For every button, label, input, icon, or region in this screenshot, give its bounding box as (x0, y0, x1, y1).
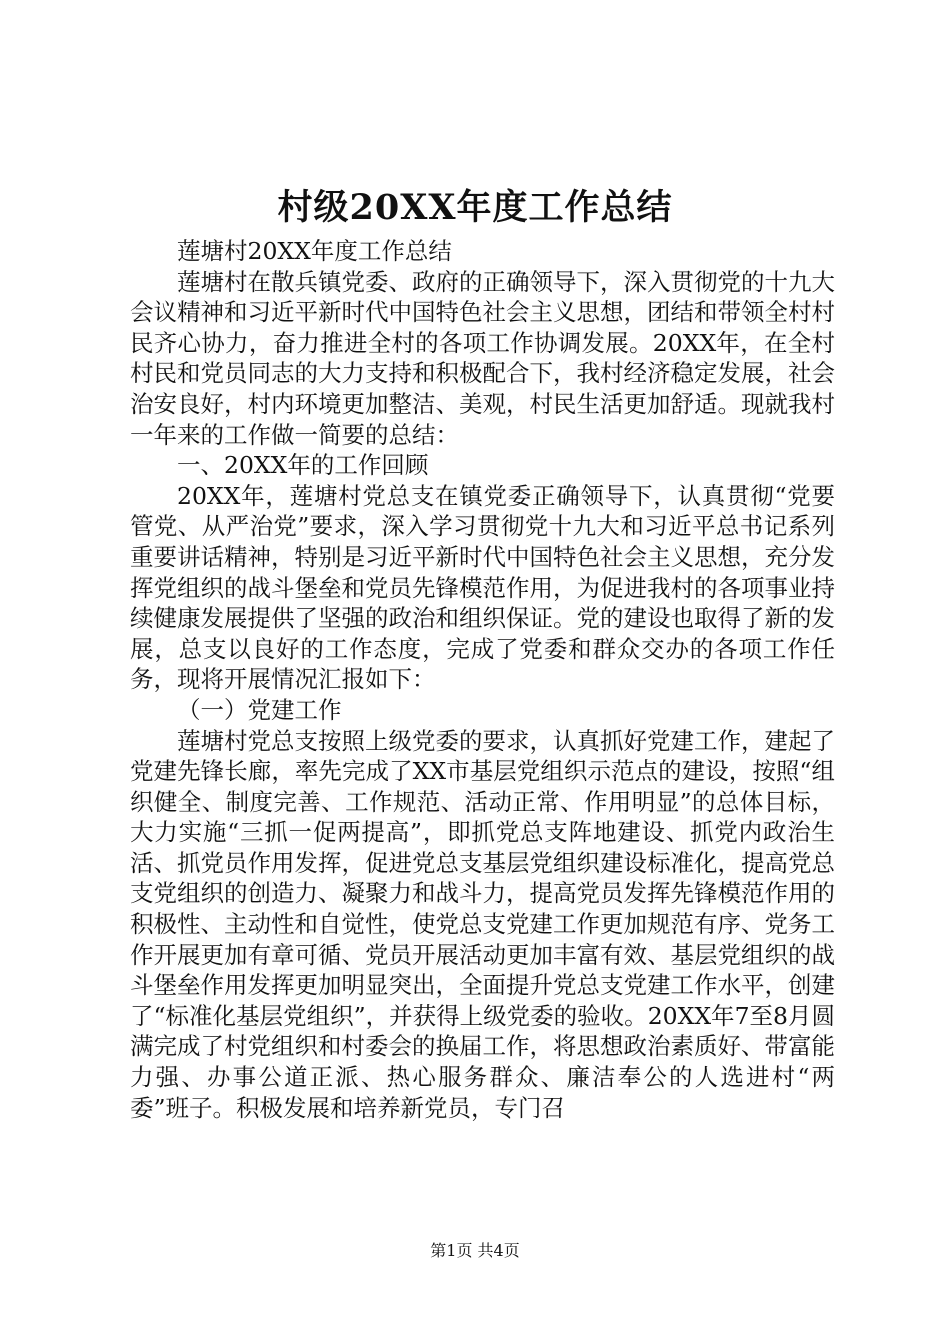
review-paragraph: 20XX年，莲塘村党总支在镇党委正确领导下，认真贯彻“党要管党、从严治党”要求，深入学习贯彻党十九大和习近平总书记系列重要讲话精神，特别是习近平新时代中国特色社会主义思想，充分发挥党组织的战斗堡垒和党员先锋模范作用，为促进我村的各项事业持续健康发展提供了坚强的政治和组织保证。党的建设也取得了新的发展，总支以良好的工作态度，完成了党委和群众交办的各项工作任务，现将开展情况汇报如下： (130, 481, 835, 694)
document-title: 村级20XX年度工作总结 (277, 187, 673, 228)
party-building-paragraph: 莲塘村党总支按照上级党委的要求，认真抓好党建工作，建起了党建先锋长廊，率先完成了XX市基层党组织示范点的建设，按照“组织健全、制度完善、工作规范、活动正常、作用明显”的总体目标，大力实施“三抓一促两提高”，即抓党总支阵地建设、抓党内政治生活、抓党员作用发挥，促进党总支基层党组织建设标准化，提高党总支党组织的创造力、凝聚力和战斗力，提高党员发挥先锋模范作用的积极性、主动性和自觉性，使党总支党建工作更加规范有序、党务工作开展更加有章可循、党员开展活动更加丰富有效、基层党组织的战斗堡垒作用发挥更加明显突出，全面提升党总支党建工作水平，创建了“标准化基层党组织”，并获得上级党委的验收。20XX年7至8月圆满完成了村党组织和村委会的换届工作，将思想政治素质好、带富能力强、办事公道正派、热心服务群众、廉洁奉公的人选进村“两委”班子。积极发展和培养新党员，专门召 (130, 726, 835, 1122)
subsection-heading: （一）党建工作 (177, 695, 342, 724)
subtitle-paragraph: 莲塘村20XX年度工作总结 (177, 237, 452, 265)
intro-paragraph: 莲塘村在散兵镇党委、政府的正确领导下，深入贯彻党的十九大会议精神和习近平新时代中国特色社会主义思想，团结和带领全村村民齐心协力，奋力推进全村的各项工作协调发展。20XX年，在全村村民和党员同志的大力支持和积极配合下，我村经济稳定发展，社会治安良好，村内环境更加整洁、美观，村民生活更加舒适。现就我村一年来的工作做一简要的总结： (130, 267, 835, 449)
document-body (130, 236, 835, 1123)
section-heading: 一、20XX年的工作回顾 (177, 451, 429, 480)
page-number-footer: 第1页 共4页 (430, 1241, 520, 1260)
